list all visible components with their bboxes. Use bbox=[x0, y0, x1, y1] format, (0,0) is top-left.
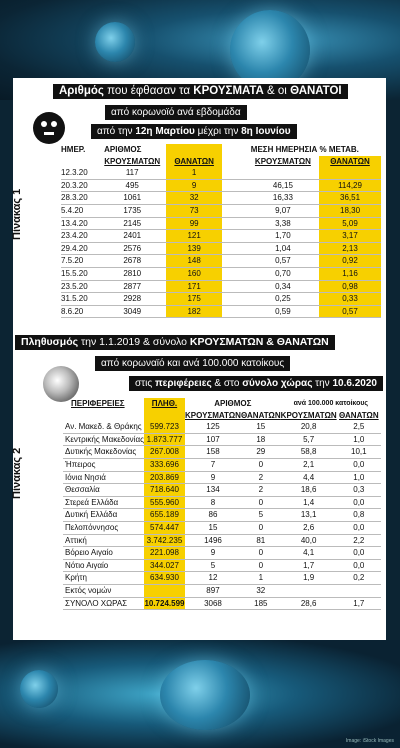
avg-deaths-cell: 0,98 bbox=[319, 280, 381, 293]
deaths-per100k-cell: 0,0 bbox=[337, 559, 381, 572]
table1-subtitle: από κορωνοϊό ανά εβδομάδα bbox=[105, 105, 247, 120]
col-header-number: ΑΡΙΘΜΟΣ bbox=[214, 399, 252, 408]
region-cell: Αττική bbox=[63, 534, 144, 547]
table2-subtitle: από κορωναϊό και ανά 100.000 κατοίκους bbox=[95, 356, 290, 371]
deaths-cell: 171 bbox=[166, 280, 222, 293]
avg-deaths-cell: 1,16 bbox=[319, 267, 381, 280]
cases-cell: 3068 bbox=[185, 597, 241, 610]
virus-illustration-bottom bbox=[160, 660, 250, 730]
region-cell: Κρήτη bbox=[63, 572, 144, 585]
cases-cell: 2678 bbox=[98, 255, 166, 268]
cases-per100k-cell: 13,1 bbox=[281, 509, 337, 522]
region-cell: Στερεά Ελλάδα bbox=[63, 496, 144, 509]
cases-per100k-cell: 2,1 bbox=[281, 458, 337, 471]
deaths-per100k-cell: 0,8 bbox=[337, 509, 381, 522]
table1-side-label: Πίνακας 1 bbox=[11, 188, 23, 240]
cases-cell: 12 bbox=[185, 572, 241, 585]
deaths-per100k-cell: 0,2 bbox=[337, 572, 381, 585]
avg-cases-cell bbox=[247, 167, 319, 179]
deaths-cell: 29 bbox=[241, 446, 281, 459]
avg-deaths-cell: 18,30 bbox=[319, 204, 381, 217]
deaths-cell: 9 bbox=[166, 179, 222, 192]
table-row bbox=[61, 192, 381, 205]
spacer bbox=[222, 242, 247, 255]
table-row bbox=[61, 293, 381, 306]
table-row bbox=[63, 509, 381, 522]
cases-cell: 134 bbox=[185, 484, 241, 497]
avg-deaths-cell: 0,92 bbox=[319, 255, 381, 268]
avg-cases-cell: 0,70 bbox=[247, 267, 319, 280]
table-row bbox=[63, 421, 381, 433]
table2-side-label: Πίνακας 2 bbox=[11, 447, 23, 499]
avg-deaths-cell: 3,17 bbox=[319, 230, 381, 243]
avg-cases-cell: 0,59 bbox=[247, 305, 319, 318]
pop-cell: 1.873.777 bbox=[144, 433, 185, 446]
region-cell: Δυτική Ελλάδα bbox=[63, 509, 144, 522]
deaths-cell: 182 bbox=[166, 305, 222, 318]
date-cell: 5.4.20 bbox=[61, 204, 98, 217]
col-header-cases: ΚΡΟΥΣΜΑΤΩΝ bbox=[104, 156, 161, 166]
cases-cell: 2576 bbox=[98, 242, 166, 255]
cases-cell: 107 bbox=[185, 433, 241, 446]
deaths-per100k-cell: 0,3 bbox=[337, 484, 381, 497]
cases-cell: 117 bbox=[98, 167, 166, 179]
col-header-avg-cases: ΚΡΟΥΣΜΑΤΩΝ bbox=[254, 156, 311, 166]
date-cell: 29.4.20 bbox=[61, 242, 98, 255]
table-row bbox=[61, 242, 381, 255]
table-row bbox=[63, 446, 381, 459]
col-header-deaths: ΘΑΝΑΤΩΝ bbox=[241, 410, 281, 420]
pop-cell: 655.189 bbox=[144, 509, 185, 522]
deaths-per100k-cell: 0,0 bbox=[337, 547, 381, 560]
avg-deaths-cell bbox=[319, 167, 381, 179]
cases-cell: 1735 bbox=[98, 204, 166, 217]
col-header-deaths-per100k: ΘΑΝΑΤΩΝ bbox=[339, 410, 379, 420]
deaths-per100k-cell: 10,1 bbox=[337, 446, 381, 459]
col-header-cases: ΚΡΟΥΣΜΑΤΩΝ bbox=[185, 410, 241, 420]
virus-icon bbox=[43, 366, 79, 402]
cases-cell: 125 bbox=[185, 421, 241, 433]
table2-scope: στις περιφέρειες & στο σύνολο χώρας την 10.6.2020 bbox=[129, 376, 383, 391]
col-header-pop: ΠΛΗΘ. bbox=[144, 398, 185, 410]
cases-cell: 5 bbox=[185, 559, 241, 572]
table-row bbox=[63, 521, 381, 534]
date-cell: 7.5.20 bbox=[61, 255, 98, 268]
date-cell: 12.3.20 bbox=[61, 167, 98, 179]
deaths-per100k-cell: 1,7 bbox=[337, 597, 381, 610]
table-row bbox=[63, 433, 381, 446]
cases-per100k-cell: 2,6 bbox=[281, 521, 337, 534]
deaths-per100k-cell: 2,2 bbox=[337, 534, 381, 547]
cases-per100k-cell: 1,9 bbox=[281, 572, 337, 585]
spacer bbox=[222, 255, 247, 268]
table-row bbox=[63, 597, 381, 610]
region-cell: Θεσσαλία bbox=[63, 484, 144, 497]
virus-illustration-top-small bbox=[95, 22, 135, 62]
image-credit: Image: iStock Images bbox=[345, 738, 394, 744]
cases-per100k-cell: 18,6 bbox=[281, 484, 337, 497]
avg-cases-cell: 16,33 bbox=[247, 192, 319, 205]
table1-date-range: από την 12η Μαρτίου μέχρι την 8η Ιουνίου bbox=[91, 124, 297, 139]
spacer bbox=[222, 230, 247, 243]
region-cell: Βόρειο Αιγαίο bbox=[63, 547, 144, 560]
cases-per100k-cell: 4,4 bbox=[281, 471, 337, 484]
spacer bbox=[222, 305, 247, 318]
table-row bbox=[63, 534, 381, 547]
date-cell: 31.5.20 bbox=[61, 293, 98, 306]
cases-cell: 8 bbox=[185, 496, 241, 509]
skull-virus-icon bbox=[33, 112, 65, 144]
spacer bbox=[222, 280, 247, 293]
region-cell: Ήπειρος bbox=[63, 458, 144, 471]
cases-cell: 9 bbox=[185, 471, 241, 484]
pop-cell: 599.723 bbox=[144, 421, 185, 433]
cases-per100k-cell: 1,7 bbox=[281, 559, 337, 572]
pop-cell: 333.696 bbox=[144, 458, 185, 471]
region-cell: ΣΥΝΟΛΟ ΧΩΡΑΣ bbox=[63, 597, 144, 610]
date-cell: 15.5.20 bbox=[61, 267, 98, 280]
table-row bbox=[63, 572, 381, 585]
date-cell: 28.3.20 bbox=[61, 192, 98, 205]
avg-deaths-cell: 5,09 bbox=[319, 217, 381, 230]
cases-cell: 86 bbox=[185, 509, 241, 522]
table-row bbox=[61, 280, 381, 293]
avg-deaths-cell: 0,57 bbox=[319, 305, 381, 318]
cases-cell: 495 bbox=[98, 179, 166, 192]
deaths-cell: 81 bbox=[241, 534, 281, 547]
deaths-cell: 0 bbox=[241, 521, 281, 534]
pop-cell: 10.724.599 bbox=[144, 597, 185, 610]
deaths-cell: 0 bbox=[241, 458, 281, 471]
deaths-cell: 0 bbox=[241, 559, 281, 572]
virus-illustration-bottom-small bbox=[20, 670, 58, 708]
deaths-cell: 1 bbox=[241, 572, 281, 585]
cases-cell: 2928 bbox=[98, 293, 166, 306]
deaths-cell: 121 bbox=[166, 230, 222, 243]
table-row bbox=[61, 217, 381, 230]
col-header-per100k: ανά 100.000 κατοίκους bbox=[293, 400, 369, 407]
avg-cases-cell: 0,25 bbox=[247, 293, 319, 306]
spacer bbox=[222, 167, 247, 179]
pop-cell: 203.869 bbox=[144, 471, 185, 484]
deaths-per100k-cell: 1,0 bbox=[337, 433, 381, 446]
deaths-cell: 73 bbox=[166, 204, 222, 217]
table-row bbox=[63, 484, 381, 497]
avg-cases-cell: 9,07 bbox=[247, 204, 319, 217]
cases-per100k-cell bbox=[281, 584, 337, 597]
table2-grid bbox=[63, 398, 381, 610]
deaths-cell: 0 bbox=[241, 496, 281, 509]
table2-headline: Πληθυσμός την 1.1.2019 & σύνολο ΚΡΟΥΣΜΑΤΩΝ & ΘΑΝΑΤΩΝ bbox=[15, 335, 335, 350]
region-cell: Κεντρικής Μακεδονίας bbox=[63, 433, 144, 446]
deaths-cell: 185 bbox=[241, 597, 281, 610]
avg-cases-cell: 0,57 bbox=[247, 255, 319, 268]
table-row bbox=[63, 584, 381, 597]
deaths-per100k-cell: 1,0 bbox=[337, 471, 381, 484]
table-row bbox=[63, 547, 381, 560]
col-header-number: ΑΡΙΘΜΟΣ bbox=[104, 145, 142, 154]
deaths-cell: 160 bbox=[166, 267, 222, 280]
cases-per100k-cell: 40,0 bbox=[281, 534, 337, 547]
avg-deaths-cell: 114,29 bbox=[319, 179, 381, 192]
col-header-date: ΗΜΕΡ. bbox=[61, 145, 86, 154]
cases-per100k-cell: 4,1 bbox=[281, 547, 337, 560]
table1-headline: Αριθμός που έφθασαν τα ΚΡΟΥΣΜΑΤΑ & οι ΘΑΝΑΤΟΙ bbox=[53, 84, 348, 99]
cases-cell: 897 bbox=[185, 584, 241, 597]
region-cell: Εκτός νομών bbox=[63, 584, 144, 597]
table1-panel bbox=[13, 78, 386, 346]
cases-cell: 9 bbox=[185, 547, 241, 560]
deaths-cell: 99 bbox=[166, 217, 222, 230]
cases-per100k-cell: 5,7 bbox=[281, 433, 337, 446]
table-row bbox=[61, 179, 381, 192]
deaths-cell: 5 bbox=[241, 509, 281, 522]
pop-cell: 574.447 bbox=[144, 521, 185, 534]
spacer bbox=[222, 179, 247, 192]
table-row bbox=[61, 167, 381, 179]
pop-cell: 555.960 bbox=[144, 496, 185, 509]
table-row bbox=[63, 496, 381, 509]
table2-panel bbox=[13, 328, 386, 640]
deaths-cell: 1 bbox=[166, 167, 222, 179]
deaths-per100k-cell bbox=[337, 584, 381, 597]
table-row bbox=[61, 267, 381, 280]
col-header-avg-deaths: ΘΑΝΑΤΩΝ bbox=[319, 156, 381, 168]
deaths-cell: 2 bbox=[241, 471, 281, 484]
avg-cases-cell: 1,04 bbox=[247, 242, 319, 255]
cases-per100k-cell: 20,8 bbox=[281, 421, 337, 433]
table-row bbox=[63, 471, 381, 484]
date-cell: 20.3.20 bbox=[61, 179, 98, 192]
deaths-cell: 139 bbox=[166, 242, 222, 255]
cases-cell: 1061 bbox=[98, 192, 166, 205]
table-row bbox=[61, 230, 381, 243]
spacer bbox=[222, 204, 247, 217]
cases-cell: 2401 bbox=[98, 230, 166, 243]
deaths-per100k-cell: 0,0 bbox=[337, 521, 381, 534]
table-row bbox=[63, 458, 381, 471]
table-row bbox=[61, 305, 381, 318]
cases-per100k-cell: 58,8 bbox=[281, 446, 337, 459]
cases-per100k-cell: 1,4 bbox=[281, 496, 337, 509]
deaths-per100k-cell: 0,0 bbox=[337, 496, 381, 509]
avg-cases-cell: 0,34 bbox=[247, 280, 319, 293]
deaths-per100k-cell: 0,0 bbox=[337, 458, 381, 471]
cases-cell: 15 bbox=[185, 521, 241, 534]
col-header-deaths: ΘΑΝΑΤΩΝ bbox=[166, 156, 222, 168]
pop-cell bbox=[144, 584, 185, 597]
region-cell: Δυτικής Μακεδονίας bbox=[63, 446, 144, 459]
date-cell: 23.4.20 bbox=[61, 230, 98, 243]
deaths-cell: 148 bbox=[166, 255, 222, 268]
deaths-cell: 175 bbox=[166, 293, 222, 306]
avg-cases-cell: 46,15 bbox=[247, 179, 319, 192]
cases-cell: 7 bbox=[185, 458, 241, 471]
date-cell: 13.4.20 bbox=[61, 217, 98, 230]
pop-cell: 221.098 bbox=[144, 547, 185, 560]
region-cell: Νότιο Αιγαίο bbox=[63, 559, 144, 572]
spacer bbox=[222, 192, 247, 205]
avg-deaths-cell: 36,51 bbox=[319, 192, 381, 205]
deaths-per100k-cell: 2,5 bbox=[337, 421, 381, 433]
pop-cell: 344.027 bbox=[144, 559, 185, 572]
date-cell: 8.6.20 bbox=[61, 305, 98, 318]
avg-deaths-cell: 2,13 bbox=[319, 242, 381, 255]
date-cell: 23.5.20 bbox=[61, 280, 98, 293]
avg-deaths-cell: 0,33 bbox=[319, 293, 381, 306]
cases-cell: 2810 bbox=[98, 267, 166, 280]
table-row bbox=[61, 204, 381, 217]
deaths-cell: 15 bbox=[241, 421, 281, 433]
cases-cell: 3049 bbox=[98, 305, 166, 318]
deaths-cell: 32 bbox=[166, 192, 222, 205]
col-header-avg: ΜΕΣΗ ΗΜΕΡΗΣΙΑ % ΜΕΤΑΒ. bbox=[250, 145, 359, 154]
pop-cell: 3.742.235 bbox=[144, 534, 185, 547]
spacer bbox=[222, 217, 247, 230]
deaths-cell: 32 bbox=[241, 584, 281, 597]
deaths-cell: 0 bbox=[241, 547, 281, 560]
table-row bbox=[61, 255, 381, 268]
col-header-cases-per100k: ΚΡΟΥΣΜΑΤΩΝ bbox=[280, 410, 337, 420]
avg-cases-cell: 3,38 bbox=[247, 217, 319, 230]
region-cell: Αν. Μακεδ. & Θράκης bbox=[63, 421, 144, 433]
region-cell: Πελοπόννησος bbox=[63, 521, 144, 534]
pop-cell: 267.008 bbox=[144, 446, 185, 459]
deaths-cell: 18 bbox=[241, 433, 281, 446]
cases-cell: 2877 bbox=[98, 280, 166, 293]
spacer bbox=[222, 293, 247, 306]
spacer bbox=[222, 267, 247, 280]
deaths-cell: 2 bbox=[241, 484, 281, 497]
cases-cell: 2145 bbox=[98, 217, 166, 230]
pop-cell: 718.640 bbox=[144, 484, 185, 497]
cases-cell: 158 bbox=[185, 446, 241, 459]
table-row bbox=[63, 559, 381, 572]
avg-cases-cell: 1,70 bbox=[247, 230, 319, 243]
region-cell: Ιόνια Νησιά bbox=[63, 471, 144, 484]
cases-cell: 1496 bbox=[185, 534, 241, 547]
pop-cell: 634.930 bbox=[144, 572, 185, 585]
table1-grid bbox=[61, 144, 381, 318]
cases-per100k-cell: 28,6 bbox=[281, 597, 337, 610]
col-header-regions: ΠΕΡΙΦΕΡΕΙΕΣ bbox=[71, 399, 125, 408]
